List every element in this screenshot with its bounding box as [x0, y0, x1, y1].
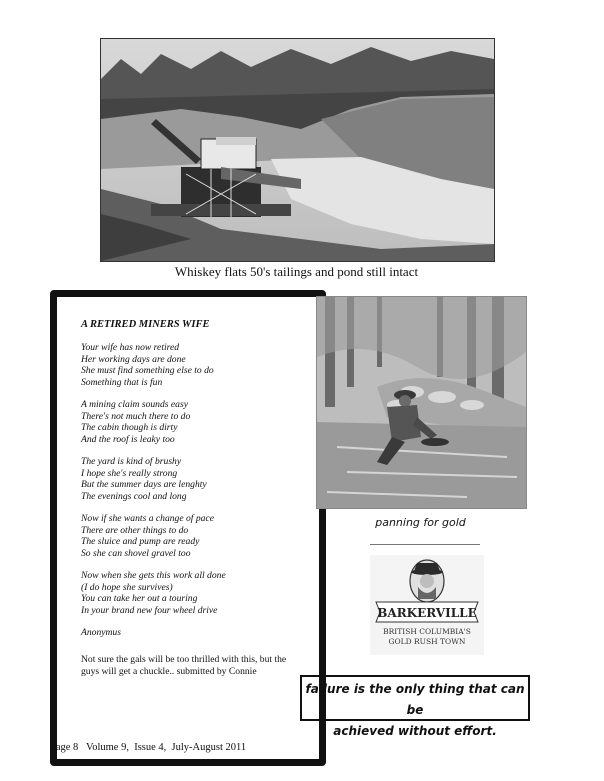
photo-caption: Whiskey flats 50's tailings and pond still intact — [174, 264, 419, 279]
barkerville-logo — [370, 555, 484, 655]
quote-line: achieved without effort. — [333, 724, 497, 738]
poem-line: The evenings cool and long — [81, 490, 187, 502]
poem-line: There are other things to do — [81, 524, 189, 536]
poem-line: I hope she's really strong — [81, 467, 178, 479]
poem-line: So she can shovel gravel too — [81, 547, 191, 559]
poem-stanza — [81, 570, 301, 616]
logo-line2: GOLD RUSH TOWN — [388, 637, 466, 646]
poem-title: A RETIRED MINERS WIFE — [81, 319, 210, 330]
poem-author: Anonymus — [81, 627, 121, 638]
quote-box — [300, 675, 530, 738]
poem-line: Now if she wants a change of pace — [81, 513, 214, 524]
poem-line: But the summer days are lenghty — [81, 479, 207, 490]
poem-line: The cabin though is dirty — [81, 422, 178, 433]
poem-line: In your brand new four wheel drive — [81, 604, 218, 616]
poem-stanza — [81, 456, 301, 502]
poem-stanza — [81, 399, 301, 445]
panning-photo — [316, 296, 527, 509]
poem-stanza — [81, 342, 301, 388]
logo-line1: BRITISH COLUMBIA'S — [383, 627, 471, 636]
poem-note: Not sure the gals will be too thrilled with this, but the guys will get a chuckle.. submitted by Connie — [81, 654, 287, 677]
poem-line: A mining claim sounds easy — [81, 399, 188, 410]
poem-line: Your wife has now retired — [81, 342, 180, 353]
poem-line: The sluice and pump are ready — [81, 536, 200, 547]
poem-line: And the roof is leaky too — [81, 433, 175, 445]
poem-line: There's not much there to do — [81, 410, 191, 422]
panning-caption: panning for gold — [375, 516, 466, 529]
poem-line: The yard is kind of brushy — [81, 456, 182, 467]
poem-line: (I do hope she survives) — [81, 581, 173, 593]
poem-line: Something that is fun — [81, 376, 163, 388]
poem-line: Her working days are done — [81, 353, 186, 365]
dredge-photo — [100, 38, 495, 262]
poem-line: You can take her out a touring — [81, 593, 198, 604]
divider — [370, 544, 480, 545]
poem-line: She must find something else to do — [81, 365, 214, 376]
poem-line: Now when she gets this work all done — [81, 570, 226, 581]
poem-stanza — [81, 513, 301, 559]
poem-box — [50, 290, 326, 766]
quote-line: failure is the only thing that can be — [305, 682, 525, 717]
page-footer: Page 8 Volume 9, Issue 4, July-August 2011 — [50, 742, 247, 753]
logo-name: BARKERVILLE — [377, 606, 477, 620]
